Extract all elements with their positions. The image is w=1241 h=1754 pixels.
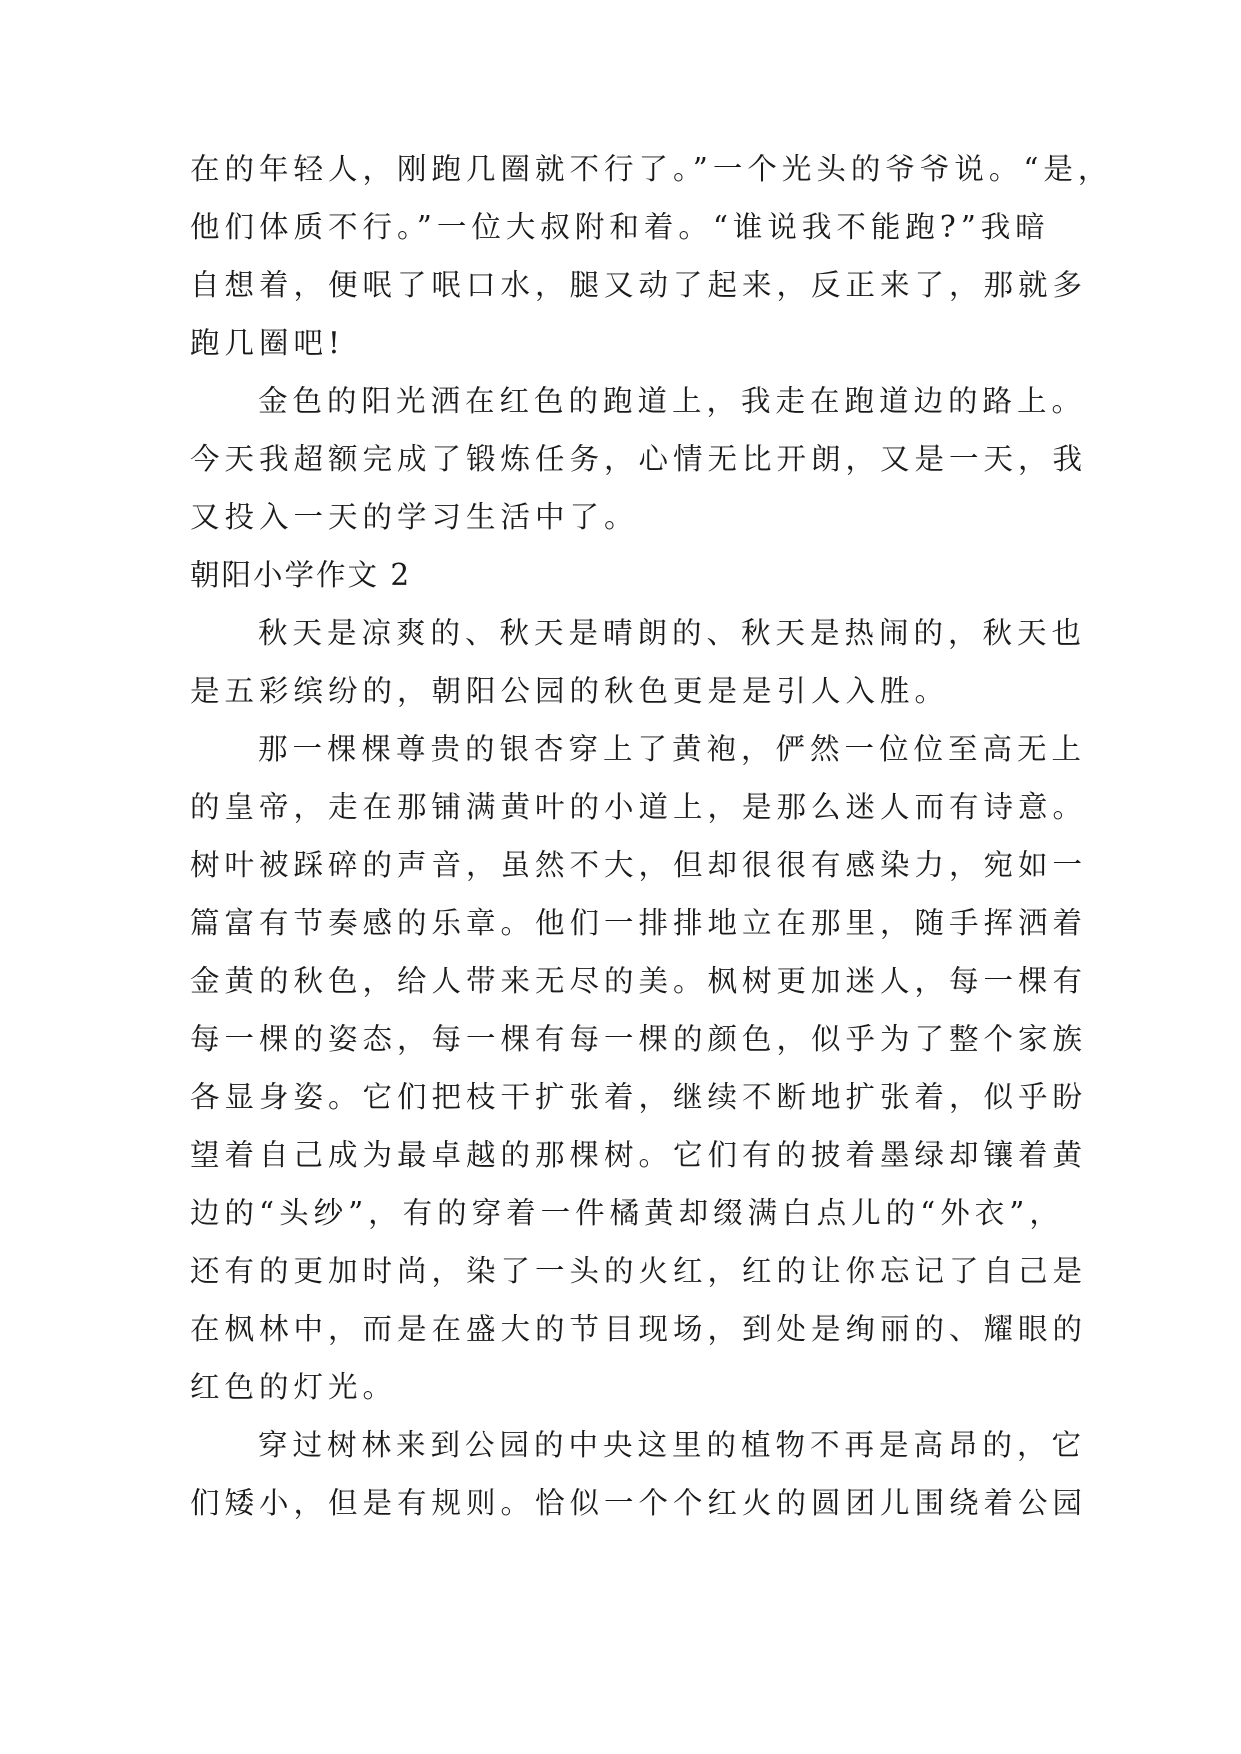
paragraph <box>190 372 1088 546</box>
text-line: 跑几圈吧! <box>190 326 345 360</box>
paragraph <box>190 604 1087 720</box>
paragraph <box>190 720 1088 1416</box>
text-line: 今天我超额完成了锻炼任务，心情无比开朗，又是一天，我 <box>190 442 1088 476</box>
text-line: 还有的更加时尚，染了一头的火红，红的让你忘记了自己是 <box>190 1254 1088 1288</box>
text-line: 边的“头纱”，有的穿着一件橘黄却缀满白点儿的“外衣”， <box>190 1196 1064 1230</box>
text-line: 金黄的秋色，给人带来无尽的美。枫树更加迷人，每一棵有 <box>190 964 1088 998</box>
text-line: 是五彩缤纷的，朝阳公园的秋色更是是引人入胜。 <box>190 674 950 708</box>
document-body <box>190 140 1113 1532</box>
text-line: 秋天是凉爽的、秋天是晴朗的、秋天是热闹的，秋天也 <box>258 616 1087 650</box>
paragraph <box>190 140 1113 372</box>
text-line: 他们体质不行。”一位大叔附和着。“谁说我不能跑?”我暗 <box>190 210 1050 244</box>
text-line: 在的年轻人，刚跑几圈就不行了。”一个光头的爷爷说。“是， <box>190 152 1113 186</box>
text-line: 自想着，便呡了呡口水，腿又动了起来，反正来了，那就多 <box>190 268 1088 302</box>
text-line: 红色的灯光。 <box>190 1370 398 1404</box>
text-line: 各显身姿。它们把枝干扩张着，继续不断地扩张着，似乎盼 <box>190 1080 1088 1114</box>
text-line: 金色的阳光洒在红色的跑道上，我走在跑道边的路上。 <box>258 384 1087 418</box>
paragraph <box>190 1416 1088 1532</box>
text-line: 穿过树林来到公园的中央这里的植物不再是高昂的，它 <box>258 1428 1087 1462</box>
text-line: 们矮小，但是有规则。恰似一个个红火的圆团儿围绕着公园 <box>190 1486 1088 1520</box>
text-line: 篇富有节奏感的乐章。他们一排排地立在那里，随手挥洒着 <box>190 906 1088 940</box>
text-line: 那一棵棵尊贵的银杏穿上了黄袍，俨然一位位至高无上 <box>258 732 1087 766</box>
text-line: 又投入一天的学习生活中了。 <box>190 500 639 534</box>
text-line: 望着自己成为最卓越的那棵树。它们有的披着墨绿却镶着黄 <box>190 1138 1088 1172</box>
text-line: 的皇帝，走在那铺满黄叶的小道上，是那么迷人而有诗意。 <box>190 790 1088 824</box>
text-line: 树叶被踩碎的声音，虽然不大，但却很很有感染力，宛如一 <box>190 848 1088 882</box>
text-line: 每一棵的姿态，每一棵有每一棵的颜色，似乎为了整个家族 <box>190 1022 1088 1056</box>
text-line: 在枫林中，而是在盛大的节目现场，到处是绚丽的、耀眼的 <box>190 1312 1088 1346</box>
section-heading: 朝阳小学作文 2 <box>190 558 412 592</box>
